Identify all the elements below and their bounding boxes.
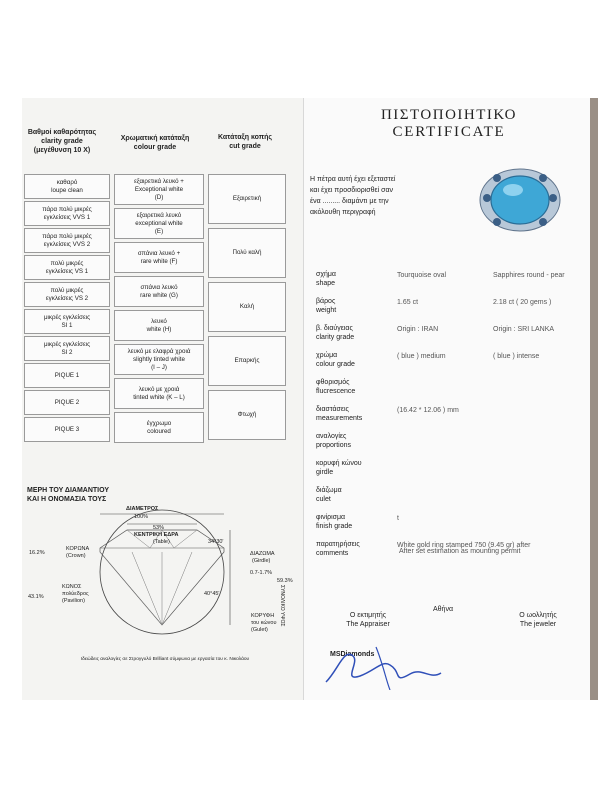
pavilion-pct: 43.1%: [28, 594, 44, 600]
intro-line: και έχει προσδιορισθεί σαν: [310, 187, 393, 194]
jeweler-en: The jeweler: [519, 621, 557, 628]
colour-cell-text: λευκό: [151, 317, 167, 325]
clarity-cell-text: πολύ μικρές: [50, 259, 84, 267]
jeweler-gr: Ο ωολλητής: [519, 612, 557, 619]
field-label: [316, 270, 336, 288]
girdle-label: ΔΙΑΖΩΜΑ: [250, 551, 275, 557]
jeweler-block: [508, 611, 568, 629]
diagram-heading-line: ΜΕΡΗ ΤΟΥ ΔΙΑΜΑΝΤΙΟΥ: [27, 487, 110, 494]
field-label-en: shape: [316, 280, 336, 287]
field-label-en: weight: [316, 307, 337, 314]
colour-cell: [114, 412, 204, 443]
colour-cell: [114, 174, 204, 205]
field-label-gr: φθορισμός: [316, 379, 350, 386]
field-label-gr: διάζωμα: [316, 487, 342, 494]
footer-note: Ιδεώδεις αναλογίες σε Στρογγυλό Brilliant σύμφωνα με εργασία του κ. Νικολάου: [80, 657, 250, 662]
intro-line: ακόλουθη περιγραφή: [310, 209, 376, 216]
colour-cell-text: white (H): [146, 325, 172, 333]
clarity-cell: [24, 255, 110, 280]
facet-line: [100, 552, 162, 625]
field-label-gr: αναλογίες: [316, 433, 347, 440]
clarity-cell-text: loupe clean: [51, 186, 83, 194]
diameter-label: ΔΙΑΜΕΤΡΟΣ: [126, 506, 159, 512]
colour-cell-text: slightly tinted white: [133, 355, 185, 363]
culet-en-label: (Gulet): [251, 627, 268, 633]
field-label: [316, 297, 336, 315]
pavilion-angle: 40°45': [204, 591, 220, 597]
colour-cell-text: εξαιρετικά λευκό +: [134, 177, 184, 185]
intro-line: Η πέτρα αυτή έχει εξεταστεί: [310, 176, 396, 183]
colour-header: [110, 134, 200, 152]
colour-header-line: Χρωματική κατάταξη: [120, 135, 190, 142]
field-label-en: culet: [316, 496, 331, 503]
sapphire-left: [483, 194, 491, 202]
colour-cell-text: tinted white (K – L): [133, 393, 185, 401]
table-label: ΚΕΝΤΡΙΚΗ ΕΔΡΑ: [134, 532, 179, 538]
clarity-cell-text: πάρα πολύ μικρές: [42, 205, 92, 213]
field-value-secondary: Sapphires round - pear: [493, 272, 565, 279]
cut-cell: [208, 336, 286, 386]
clarity-cell-text: εγκλείσεις VVS 2: [43, 240, 91, 248]
field-label: [316, 405, 362, 423]
sapphire-top-right: [539, 174, 547, 182]
clarity-cell-text: πολύ μικρές: [50, 286, 84, 294]
culet-label: ΚΟΡΥΦΗ: [251, 613, 275, 619]
colour-cell: [114, 344, 204, 375]
clarity-header-line: (μεγέθυνση 10 X): [33, 147, 91, 154]
crown-en-label: (Crown): [66, 553, 86, 559]
signature-stroke: [376, 647, 390, 690]
clarity-cell-text: μικρές εγκλείσεις: [43, 313, 91, 321]
brand-label: MSDiamonds: [330, 651, 375, 658]
sapphire-top-left: [493, 174, 501, 182]
clarity-header: [22, 128, 102, 155]
colour-cell: [114, 378, 204, 409]
clarity-cell-text: καθαρό: [56, 178, 78, 186]
city-label: Αθήνα: [432, 606, 453, 613]
field-label-en: comments: [316, 550, 349, 557]
cut-cell: [208, 390, 286, 440]
turquoise-stone: [491, 176, 549, 224]
field-label: [316, 540, 360, 558]
field-label-en: measurements: [316, 415, 363, 422]
girdle-pct: 0.7-1.7%: [250, 570, 273, 576]
field-value-main: ( blue ) medium: [397, 353, 446, 360]
field-label-gr: χρώμα: [316, 352, 338, 359]
clarity-header-line: clarity grade: [41, 138, 83, 145]
field-label-en: flucrescence: [316, 388, 356, 395]
appraiser-gr: Ο εκτιμητής: [349, 612, 387, 619]
field-label: [316, 459, 362, 477]
clarity-cell-text: εγκλείσεις VS 2: [45, 294, 89, 302]
field-label-gr: σχήμα: [316, 271, 336, 278]
field-value-secondary: ( blue ) intense: [493, 353, 540, 360]
clarity-cell-text: πάρα πολύ μικρές: [42, 232, 92, 240]
cut-header-line: Κατάταξη κοπής: [217, 134, 273, 141]
crown-angle: 34°30': [208, 539, 224, 545]
clarity-cell: [24, 201, 110, 226]
field-value-secondary: Origin : SRI LANKA: [493, 326, 555, 333]
clarity-cell-text: εγκλείσεις VVS 1: [43, 213, 91, 221]
colour-cell-text: rare white (F): [140, 257, 178, 265]
diagram-heading-line: ΚΑΙ Η ΟΝΟΜΑΣΙΑ ΤΟΥΣ: [27, 496, 107, 503]
ring-photo: [475, 160, 565, 240]
table-pct: 53%: [153, 525, 165, 531]
colour-cell-text: (D): [154, 193, 164, 201]
clarity-cell-text: PIQUE 1: [54, 371, 80, 379]
crown-pct: 16.2%: [29, 550, 45, 556]
clarity-cell-text: εγκλείσεις VS 1: [45, 267, 89, 275]
field-label-en: colour grade: [316, 361, 355, 368]
stone-highlight: [503, 184, 523, 196]
field-label: [316, 513, 352, 531]
field-label: [316, 351, 355, 369]
appraiser-en: The Appraiser: [346, 621, 390, 628]
field-value-main: White gold ring stamped 750 (9.45 gr) after: [397, 542, 531, 549]
cut-cell: [208, 228, 286, 278]
field-label-gr: φινίρισμα: [316, 514, 346, 521]
cut-cell: [208, 282, 286, 332]
total-depth-label: ΣΥΝΟΛΙΚΟ ΥΨΟΣ: [279, 585, 285, 627]
field-label-gr: κορυφή κώνου: [316, 460, 362, 467]
field-value-main: (16.42 * 12.06 ) mm: [397, 407, 459, 414]
clarity-cell: [24, 390, 110, 415]
clarity-cell-text: PIQUE 2: [54, 398, 80, 406]
clarity-cell: [24, 309, 110, 334]
signature: [318, 630, 448, 690]
clarity-cell-text: SI 2: [61, 348, 73, 356]
field-label-gr: β. διαύγειας: [316, 325, 353, 332]
colour-header-line: colour grade: [133, 144, 177, 151]
colour-cell: [114, 208, 204, 239]
colour-cell-text: (E): [154, 227, 164, 235]
colour-cell-text: εξαιρετικά λευκό: [136, 211, 182, 219]
clarity-cell-text: SI 1: [61, 321, 73, 329]
clarity-cell-text: PIQUE 3: [54, 425, 80, 433]
crown-label: ΚΟΡΩΝΑ: [66, 546, 90, 552]
appraiser-block: [338, 611, 398, 629]
colour-cell-text: exceptional white: [135, 219, 183, 227]
field-label-gr: διαστάσεις: [316, 406, 349, 413]
cut-cell-text: Επαρκής: [234, 357, 260, 364]
sapphire-bottom-left: [493, 218, 501, 226]
colour-cell-text: coloured: [147, 427, 171, 435]
field-label-en: girdle: [316, 469, 334, 476]
diameter-pct: 100%: [134, 514, 149, 520]
clarity-header-line: Βαθμοί καθαρότητας: [27, 129, 97, 136]
cut-header: [205, 133, 285, 151]
intro-text: [310, 174, 460, 218]
pavilion-label-2: πολύεδρος: [62, 591, 89, 597]
field-label: [316, 486, 342, 504]
colour-cell: [114, 276, 204, 307]
sapphire-right: [549, 194, 557, 202]
field-label-en: proportions: [316, 442, 352, 449]
total-depth-pct: 59.3%: [277, 578, 293, 584]
certificate-title-gr: ΠΙΣΤΟΠΟΙΗΤΙΚΟ: [380, 107, 518, 123]
field-value-secondary: 2.18 ct ( 20 gems ): [493, 299, 552, 306]
clarity-cell: [24, 282, 110, 307]
girdle-en-label: (Girdle): [252, 558, 271, 564]
page-edge: [590, 98, 598, 700]
table-en-label: (Table): [153, 539, 170, 545]
facet-line: [132, 552, 162, 625]
certificate-title-en: CERTIFICATE: [392, 124, 506, 140]
sapphire-bottom-right: [539, 218, 547, 226]
clarity-cell: [24, 363, 110, 388]
field-label-gr: παρατηρήσεις: [316, 541, 360, 548]
culet-label-2: του κώνου: [251, 620, 277, 626]
clarity-cell: [24, 174, 110, 199]
cut-cell: [208, 174, 286, 224]
field-value-main: Origin : IRAN: [397, 326, 439, 333]
colour-cell-text: έγχρωμο: [146, 419, 172, 427]
clarity-cell-text: μικρές εγκλείσεις: [43, 340, 91, 348]
colour-cell-text: σπάνια λευκό: [140, 283, 178, 291]
field-label-gr: βάρος: [316, 298, 336, 305]
colour-cell-text: λευκό με χροιά: [138, 385, 180, 393]
clarity-cell: [24, 336, 110, 361]
field-value-main: Tourquoise oval: [397, 272, 447, 279]
colour-cell: [114, 310, 204, 341]
facet-line: [162, 552, 192, 625]
field-label: [316, 432, 351, 450]
clarity-cell: [24, 417, 110, 442]
intro-line: ένα ......... διαμάντι με την: [310, 198, 389, 205]
field-label-en: finish grade: [316, 523, 353, 530]
clarity-cell: [24, 228, 110, 253]
cut-cell-text: Καλή: [239, 303, 255, 310]
colour-cell-text: rare white (G): [140, 291, 178, 299]
field-label-en: clarity grade: [316, 334, 355, 341]
field-value-main: t: [397, 515, 399, 522]
pavilion-label: ΚΩΝΟΣ: [62, 584, 82, 590]
comments-line-2: After set estimation as mounting permit: [399, 548, 521, 555]
cut-cell-text: Πολύ καλή: [232, 249, 262, 256]
cut-header-line: cut grade: [229, 143, 261, 150]
cut-cell-text: Φτωχή: [237, 411, 257, 418]
colour-cell-text: (I – J): [151, 363, 167, 371]
colour-cell-text: σπάνια λευκό +: [137, 249, 181, 257]
colour-cell: [114, 242, 204, 273]
colour-cell-text: λευκό με ελαφρά χροιά: [127, 347, 191, 355]
field-label: [316, 324, 354, 342]
colour-cell-text: Exceptional white: [134, 185, 184, 193]
field-label: [316, 378, 355, 396]
cut-cell-text: Εξαιρετική: [232, 195, 262, 202]
field-value-main: 1.65 ct: [397, 299, 419, 306]
pavilion-en-label: (Pavilion): [62, 598, 85, 604]
